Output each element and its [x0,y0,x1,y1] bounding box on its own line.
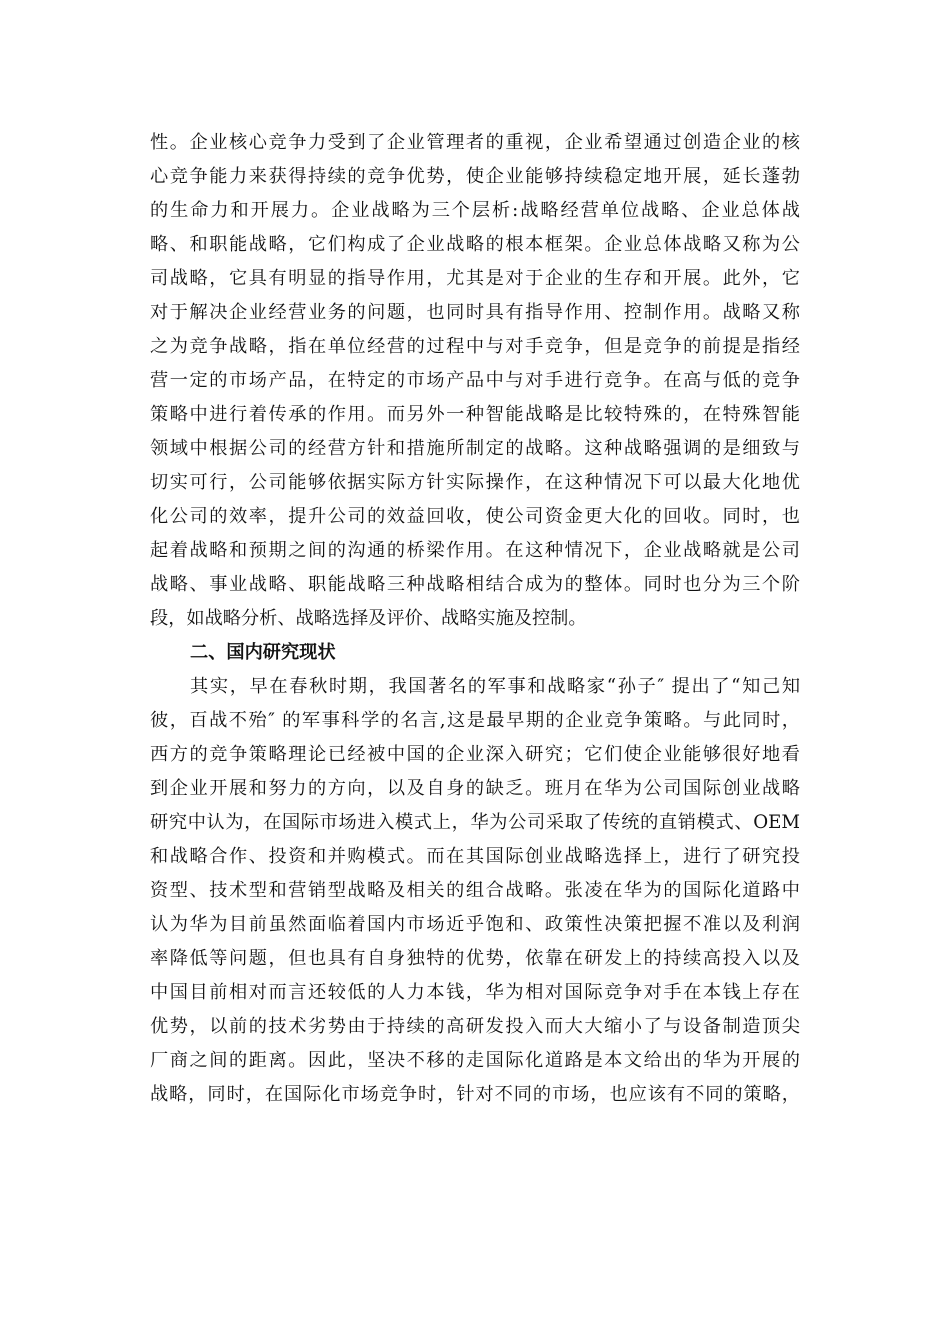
text-line: 西方的竞争策略理论已经被中国的企业深入研究；它们使企业能够很好地看 [150,744,800,765]
text-line: 化公司的效率，提升公司的效益回收，使公司资金更大化的回收。同时，也 [150,506,800,527]
text-line: 领域中根据公司的经营方针和措施所制定的战略。这种战略强调的是细致与 [150,438,800,459]
text-line: 战略，同时，在国际化市场竞争时，针对不同的市场，也应该有不同的策略， [150,1084,800,1105]
text-line: 厂商之间的距离。因此，坚决不移的走国际化道路是本文给出的华为开展的 [150,1050,800,1071]
text-line: 资型、技术型和营销型战略及相关的组合战略。张凌在华为的国际化道路中 [150,880,800,901]
text-line: 和战略合作、投资和并购模式。而在其国际创业战略选择上，进行了研究投 [150,846,800,867]
text-line: 到企业开展和努力的方向，以及自身的缺乏。班月在华为公司国际创业战略 [150,778,800,799]
text-line: 的生命力和开展力。企业战略为三个层析:战略经营单位战略、企业总体战 [150,200,800,221]
text-line: 司战略，它具有明显的指导作用，尤其是对于企业的生存和开展。此外，它 [150,268,800,289]
text-line: 切实可行，公司能够依据实际方针实际操作，在这种情况下可以最大化地优 [150,472,800,493]
text-line: 优势，以前的技术劣势由于持续的高研发投入而大大缩小了与设备制造顶尖 [150,1016,800,1037]
section-heading: 二、国内研究现状 [190,642,336,663]
text-line: 营一定的市场产品，在特定的市场产品中与对手进行竞争。在高与低的竞争 [150,370,800,391]
text-line: 战略、事业战略、职能战略三种战略相结合成为的整体。同时也分为三个阶 [150,574,800,595]
text-line: 段，如战略分析、战略选择及评价、战略实施及控制。 [150,608,587,629]
text-line: 彼，百战不殆″ 的军事科学的名言,这是最早期的企业竞争策略。与此同时， [150,710,800,731]
text-line: 其实，早在春秋时期，我国著名的军事和战略家“孙子″ 提出了“知己知 [190,676,800,697]
text-line: 对于解决企业经营业务的问题，也同时具有指导作用、控制作用。战略又称 [150,302,800,323]
text-line: 中国目前相对而言还较低的人力本钱，华为相对国际竞争对手在本钱上存在 [150,982,800,1003]
text-line: 性。企业核心竞争力受到了企业管理者的重视，企业希望通过创造企业的核 [150,132,800,153]
text-line: 策略中进行着传承的作用。而另外一种智能战略是比较特殊的，在特殊智能 [150,404,800,425]
text-line: 略、和职能战略，它们构成了企业战略的根本框架。企业总体战略又称为公 [150,234,800,255]
text-line: 认为华为目前虽然面临着国内市场近乎饱和、政策性决策把握不准以及利润 [150,914,800,935]
text-line: 起着战略和预期之间的沟通的桥梁作用。在这种情况下，企业战略就是公司 [150,540,800,561]
text-line: 率降低等问题，但也具有自身独特的优势，依靠在研发上的持续高投入以及 [150,948,800,969]
text-line: 研究中认为，在国际市场进入模式上，华为公司采取了传统的直销模式、OEM [150,812,800,833]
text-line: 心竞争能力来获得持续的竞争优势，使企业能够持续稳定地开展，延长蓬勃 [150,166,800,187]
text-line: 之为竞争战略，指在单位经营的过程中与对手竞争，但是竞争的前提是指经 [150,336,800,357]
